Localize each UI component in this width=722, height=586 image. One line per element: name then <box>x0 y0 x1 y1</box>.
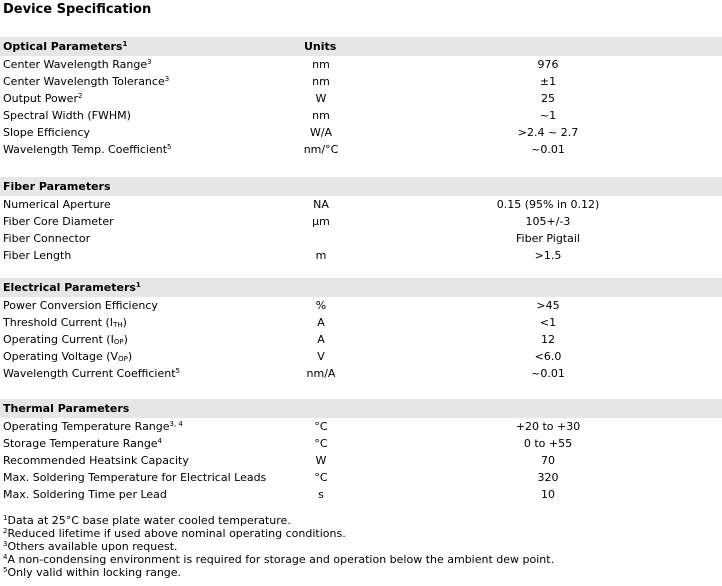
param-label-text: Operating Voltage (V <box>3 350 119 363</box>
param-label <box>3 213 114 230</box>
footnote-text: Data at 25°C base plate water cooled temperature. <box>7 514 291 527</box>
param-unit: m <box>315 249 327 262</box>
param-value: >2.4 ~ 2.7 <box>517 126 579 139</box>
param-label-text: Power Conversion Efficiency <box>3 299 158 312</box>
param-footnote-ref: 5 <box>175 367 180 375</box>
param-label-text: Operating Temperature Range <box>3 420 170 433</box>
spec-row <box>0 213 722 230</box>
param-label <box>3 469 266 486</box>
spec-row <box>0 73 722 90</box>
footnote-number: 3 <box>3 540 8 548</box>
spec-row <box>0 331 722 348</box>
param-value: 12 <box>541 333 555 346</box>
footnote <box>3 566 554 579</box>
param-label <box>3 141 172 158</box>
spec-row <box>0 247 722 264</box>
spec-row <box>0 56 722 73</box>
param-label-text: Wavelength Temp. Coefficient <box>3 143 168 156</box>
param-label <box>3 435 162 452</box>
footnote-text: A non-condensing environment is required for storage and operation below the ambient dew point. <box>7 553 555 566</box>
param-unit: W/A <box>309 126 333 139</box>
param-label <box>3 365 180 382</box>
param-label-text: Numerical Aperture <box>3 198 111 211</box>
param-label-text: Max. Soldering Time per Lead <box>3 488 167 501</box>
param-unit: W <box>315 454 327 467</box>
param-value: >1.5 <box>534 249 562 262</box>
param-subscript: OP <box>113 338 124 346</box>
param-label <box>3 73 169 90</box>
param-footnote-ref: 3, 4 <box>169 420 183 428</box>
footnote-number: 2 <box>3 527 8 535</box>
param-label-text: Max. Soldering Temperature for Electrical Leads <box>3 471 267 484</box>
param-label-text: Fiber Core Diameter <box>3 215 114 228</box>
param-label-text: Center Wavelength Range <box>3 58 148 71</box>
param-subscript: TH <box>113 321 123 329</box>
param-label-end: ) <box>123 333 128 346</box>
spec-row <box>0 348 722 365</box>
param-label-text: Operating Current (I <box>3 333 114 346</box>
section-title: Optical Parameters$^1$ <box>3 40 128 53</box>
param-label-text: Center Wavelength Tolerance <box>3 75 165 88</box>
param-value: 25 <box>541 92 555 105</box>
footnote <box>3 527 554 540</box>
param-label-text: Recommended Heatsink Capacity <box>3 454 189 467</box>
param-label <box>3 486 167 503</box>
param-value: 70 <box>541 454 555 467</box>
section-title: Electrical Parameters$^1$ <box>3 281 141 294</box>
spec-row <box>0 314 722 331</box>
param-footnote-ref: 3 <box>147 58 152 66</box>
footnotes <box>3 514 554 579</box>
spec-row <box>0 141 722 158</box>
thermal-section <box>0 399 722 503</box>
param-value: ~0.01 <box>531 367 565 380</box>
param-value: Fiber Pigtail <box>516 232 580 245</box>
param-label <box>3 348 132 365</box>
param-unit: nm <box>312 58 330 71</box>
param-value: >45 <box>536 299 560 312</box>
param-value: <1 <box>539 316 557 329</box>
param-label <box>3 107 131 124</box>
param-value: ~1 <box>539 109 557 122</box>
param-value: 105+/-3 <box>525 215 571 228</box>
param-value: 10 <box>541 488 555 501</box>
param-footnote-ref: 4 <box>157 437 163 445</box>
param-label <box>3 331 128 348</box>
spec-row <box>0 452 722 469</box>
param-value: 976 <box>537 58 559 71</box>
spec-row <box>0 196 722 213</box>
param-unit: nm <box>312 75 330 88</box>
param-unit: A <box>317 333 325 346</box>
electrical-section <box>0 278 722 382</box>
param-label-end: ) <box>122 316 127 329</box>
param-label <box>3 196 111 213</box>
spec-row <box>0 124 722 141</box>
fiber-section <box>0 177 722 264</box>
param-unit: μm <box>312 215 330 228</box>
param-label-text: Output Power <box>3 92 78 105</box>
page-title: Device Specification <box>3 2 152 17</box>
param-value: ±1 <box>539 75 557 88</box>
footnote-number: 4 <box>3 553 8 561</box>
param-unit: A <box>317 316 325 329</box>
param-value: <6.0 <box>534 350 562 363</box>
fiber-header <box>0 177 722 196</box>
param-label-text: Slope Efficiency <box>3 126 91 139</box>
spec-row <box>0 90 722 107</box>
param-label-end: ) <box>127 350 133 363</box>
param-label <box>3 418 183 435</box>
spec-row <box>0 418 722 435</box>
param-label <box>3 297 158 314</box>
param-label <box>3 452 189 469</box>
param-unit: W <box>315 92 327 105</box>
param-label-text: Fiber Connector <box>3 232 91 245</box>
param-label <box>3 56 152 73</box>
thermal-header <box>0 399 722 418</box>
optical-section <box>0 37 722 158</box>
spec-row <box>0 230 722 247</box>
param-footnote-ref: 2 <box>77 92 83 100</box>
param-label-text: Wavelength Current Coefficient <box>3 367 176 380</box>
param-label-text: Spectral Width (FWHM) <box>3 109 131 122</box>
param-unit: NA <box>313 198 329 211</box>
spec-row <box>0 297 722 314</box>
param-value: +20 to +30 <box>515 420 581 433</box>
param-label <box>3 230 90 247</box>
param-unit: % <box>315 299 327 312</box>
footnote-text: Others available upon request. <box>7 540 178 553</box>
optical-header <box>0 37 722 56</box>
param-label <box>3 90 82 107</box>
param-label-text: Fiber Length <box>3 249 72 262</box>
param-label-text: Storage Temperature Range <box>3 437 158 450</box>
section-title: Fiber Parameters <box>3 180 111 193</box>
electrical-header <box>0 278 722 297</box>
param-unit: °C <box>314 420 328 433</box>
param-value: 0 to +55 <box>523 437 573 450</box>
spec-row <box>0 365 722 382</box>
footnote-number: 5 <box>3 566 8 574</box>
param-unit: s <box>318 488 324 501</box>
param-footnote-ref: 5 <box>167 143 172 151</box>
spec-row <box>0 469 722 486</box>
param-unit: nm/A <box>306 367 336 380</box>
param-subscript: OP <box>118 355 128 363</box>
spec-row <box>0 435 722 452</box>
param-unit: nm <box>312 109 330 122</box>
param-label <box>3 314 127 331</box>
units-header: Units <box>304 40 337 53</box>
footnote <box>3 514 554 527</box>
footnote-text: Reduced lifetime if used above nominal operating conditions. <box>7 527 346 540</box>
spec-row <box>0 107 722 124</box>
param-value: 0.15 (95% in 0.12) <box>496 198 600 211</box>
param-value: 320 <box>537 471 559 484</box>
param-label <box>3 124 90 141</box>
spec-row <box>0 486 722 503</box>
param-unit: V <box>317 350 325 363</box>
param-label <box>3 247 71 264</box>
section-title: Thermal Parameters <box>3 402 130 415</box>
param-label-text: Threshold Current (I <box>3 316 114 329</box>
param-unit: nm/°C <box>303 143 339 156</box>
param-value: ~0.01 <box>531 143 565 156</box>
param-unit: °C <box>314 471 328 484</box>
footnote <box>3 540 554 553</box>
param-unit: °C <box>314 437 328 450</box>
param-footnote-ref: 3 <box>164 75 170 83</box>
footnote-text: Only valid within locking range. <box>7 566 182 579</box>
footnote-number: 1 <box>3 514 8 522</box>
footnote <box>3 553 554 566</box>
